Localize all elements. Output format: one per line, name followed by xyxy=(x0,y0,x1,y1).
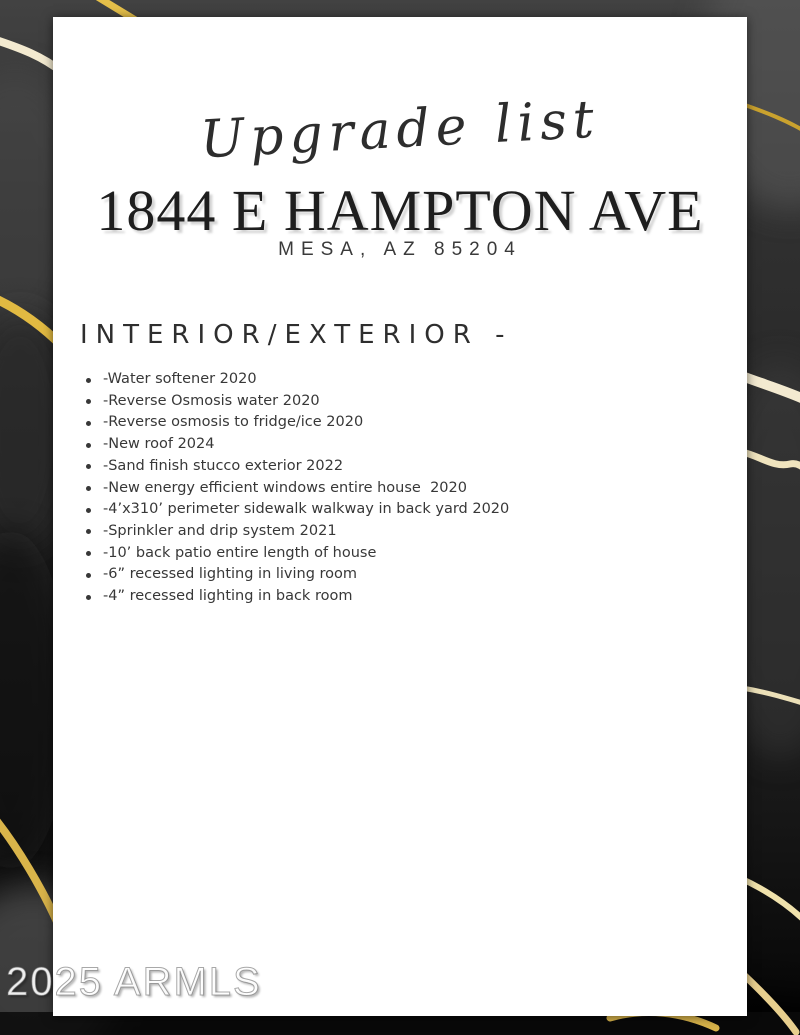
armls-watermark: 2025 ARMLS xyxy=(6,960,262,1004)
list-item: -Sprinkler and drip system 2021 xyxy=(80,521,509,543)
list-item: -4” recessed lighting in back room xyxy=(80,586,509,608)
upgrade-list xyxy=(80,369,509,608)
script-title: Upgrade list xyxy=(198,89,602,171)
list-item: -New energy efficient windows entire house 2020 xyxy=(80,478,509,500)
list-item: -10’ back patio entire length of house xyxy=(80,543,509,565)
flyer-page xyxy=(53,17,747,1016)
list-item: -6” recessed lighting in living room xyxy=(80,564,509,586)
list-item: -New roof 2024 xyxy=(80,434,509,456)
section-heading-interior-exterior: INTERIOR/EXTERIOR - xyxy=(80,320,513,350)
list-item: -Water softener 2020 xyxy=(80,369,509,391)
list-item: -Sand finish stucco exterior 2022 xyxy=(80,456,509,478)
list-item: -4’x310’ perimeter sidewalk walkway in back yard 2020 xyxy=(80,499,509,521)
list-item: -Reverse Osmosis water 2020 xyxy=(80,391,509,413)
list-item: -Reverse osmosis to fridge/ice 2020 xyxy=(80,412,509,434)
city-state-zip: MESA, AZ 85204 xyxy=(278,239,522,260)
property-address: 1844 E HAMPTON AVE xyxy=(96,178,704,243)
